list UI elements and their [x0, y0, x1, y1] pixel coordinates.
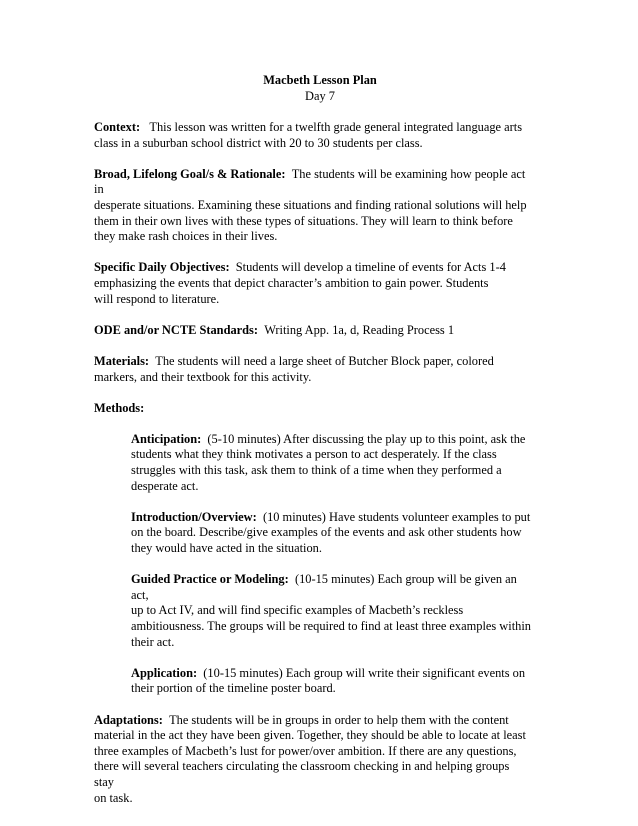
section-label: ODE and/or NCTE Standards:	[94, 322, 258, 337]
line	[131, 432, 532, 448]
methods-section	[94, 401, 532, 417]
line: they make rash choices in their lives.	[94, 229, 278, 244]
document-subtitle: Day 7	[305, 89, 335, 103]
guided-practice-subsection	[131, 572, 532, 650]
line: they would have acted in the situation.	[131, 541, 322, 556]
line: on the board. Describe/give examples of the events and ask other students how	[131, 525, 522, 540]
line: their act.	[131, 634, 175, 649]
introduction-subsection	[131, 510, 532, 557]
line: material in the act they have been given. Together, they should be able to locate at least	[94, 728, 526, 743]
section-label: Adaptations:	[94, 712, 163, 727]
line-text: (10 minutes) Have students volunteer examples to put	[262, 509, 531, 524]
application-subsection	[131, 666, 532, 697]
line-text: Writing App. 1a, d, Reading Process 1	[264, 322, 455, 337]
line: ambitiousness. The groups will be required to find at least three examples within	[131, 619, 531, 633]
adaptations-section	[94, 713, 532, 807]
line: class in a suburban school district with 20 to 30 students per class.	[94, 135, 423, 150]
document-body	[94, 120, 532, 822]
line	[94, 354, 532, 370]
line-text: (5-10 minutes) After discussing the play up to this point, ask the	[207, 431, 526, 446]
line: desperate situations. Examining these situations and finding rational solutions will help	[94, 197, 527, 212]
line: markers, and their textbook for this activity.	[94, 369, 312, 384]
section-label: Introduction/Overview:	[131, 509, 257, 524]
line: their portion of the timeline poster board.	[131, 681, 336, 696]
objectives-section	[94, 260, 532, 307]
section-label: Materials:	[94, 353, 150, 368]
standards-section	[94, 323, 532, 339]
line: there will several teachers circulating the classroom checking in and helping groups stay	[94, 759, 510, 789]
section-label: Methods:	[94, 400, 145, 415]
line	[131, 510, 532, 526]
line	[94, 260, 532, 276]
section-label: Anticipation:	[131, 431, 202, 446]
section-label: Broad, Lifelong Goal/s & Rationale:	[94, 166, 286, 181]
line-text: Students will develop a timeline of events for Acts 1-4	[235, 260, 506, 275]
materials-section	[94, 354, 532, 385]
line	[94, 713, 532, 729]
line: will respond to literature.	[94, 291, 220, 306]
line-text: This lesson was written for a twelfth grade general integrated language arts	[149, 120, 523, 134]
line-text: The students will need a large sheet of Butcher Block paper, colored	[155, 353, 494, 368]
anticipation-subsection	[131, 432, 532, 494]
line	[94, 167, 532, 198]
section-label: Application:	[131, 665, 198, 680]
line: struggles with this task, ask them to think of a time when they performed a	[131, 463, 502, 478]
section-label: Specific Daily Objectives:	[94, 260, 230, 275]
goals-section	[94, 167, 532, 245]
line: up to Act IV, and will find specific examples of Macbeth’s reckless	[131, 603, 464, 618]
line-text: The students will be in groups in order to help them with the content	[169, 712, 509, 727]
line: desperate act.	[131, 478, 199, 493]
section-label: Context:	[94, 120, 141, 134]
line: three examples of Macbeth’s lust for power/over ambition. If there are any questions,	[94, 743, 517, 758]
line: them in their own lives with these types of situations. They will learn to think before	[94, 213, 513, 228]
line	[131, 572, 532, 603]
line-text: (10-15 minutes) Each group will be given an act,	[131, 572, 517, 602]
line	[94, 120, 532, 136]
line	[94, 323, 532, 339]
line: on task.	[94, 790, 133, 805]
line	[94, 401, 532, 417]
line: emphasizing the events that depict character’s ambition to gain power. Students	[94, 275, 489, 290]
document-title: Macbeth Lesson Plan	[263, 73, 377, 87]
section-label: Guided Practice or Modeling:	[131, 572, 289, 587]
context-section	[94, 120, 532, 151]
line-text: (10-15 minutes) Each group will write their significant events on	[203, 665, 526, 680]
line-text: The students will be examining how people act in	[94, 166, 526, 197]
line: students what they think motivates a person to act desperately. If the class	[131, 447, 497, 462]
line	[131, 666, 532, 682]
